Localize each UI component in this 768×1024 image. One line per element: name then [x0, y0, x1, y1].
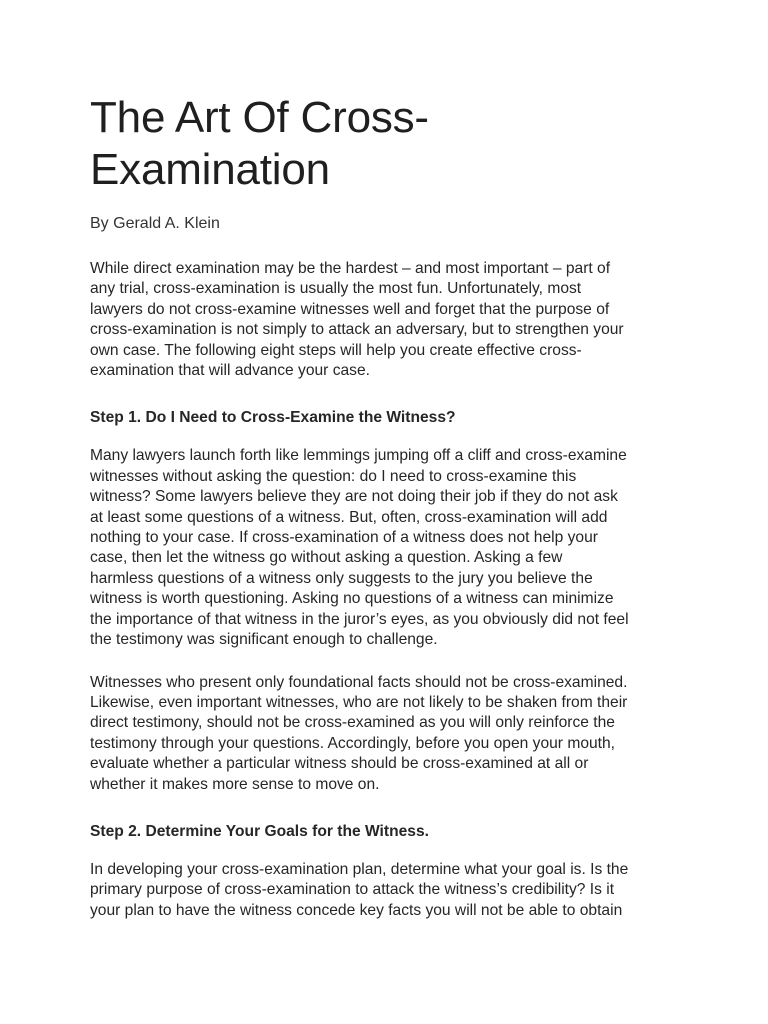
step-1-paragraph-1: Many lawyers launch forth like lemmings jumping off a cliff and cross-examine witnesses without asking the question: do I need to cross-examine this witness? Some lawyers believe they are not doing their job if they do not ask at least some questions of a witness. But, often, cross-examination will add nothing to your case. If cross-examination of a witness does not help your case, then let the witness go without asking a question. Asking a few harmless questions of a witness only suggests to the jury you believe the witness is worth questioning. Asking no questions of a witness can minimize the importance of that witness in the juror’s eyes, as you obviously did not feel the testimony was significant enough to challenge. [90, 447, 629, 649]
page-title: The Art Of Cross- Examination [90, 93, 429, 194]
step-2-heading: Step 2. Determine Your Goals for the Witness. [90, 822, 429, 840]
intro-paragraph: While direct examination may be the hardest – and most important – part of any trial, cross-examination is usually the most fun. Unfortunately, most lawyers do not cross-examine witnesses well and forget that the purpose of cross-examination is not simply to attack an adversary, but to strengthen your own case. The following eight steps will help you create effective cross- examination that will advance your case. [90, 260, 624, 380]
step-1-paragraph-2: Witnesses who present only foundational facts should not be cross-examined. Likewise, even important witnesses, who are not likely to be shaken from their direct testimony, should not be cross-examined as you will only reinforce the testimony through your questions. Accordingly, before you open your mouth, evaluate whether a particular witness should be cross-examined at all or whether it makes more sense to move on. [90, 673, 628, 793]
step-2-paragraph-1: In developing your cross-examination plan, determine what your goal is. Is the primary purpose of cross-examination to attack the witness’s credibility? Is it your plan to have the witness concede key facts you will not be able to obtain [90, 860, 629, 919]
author-byline: By Gerald A. Klein [90, 215, 220, 232]
step-1-heading: Step 1. Do I Need to Cross-Examine the Witness? [90, 409, 456, 427]
document-page [90, 92, 690, 921]
